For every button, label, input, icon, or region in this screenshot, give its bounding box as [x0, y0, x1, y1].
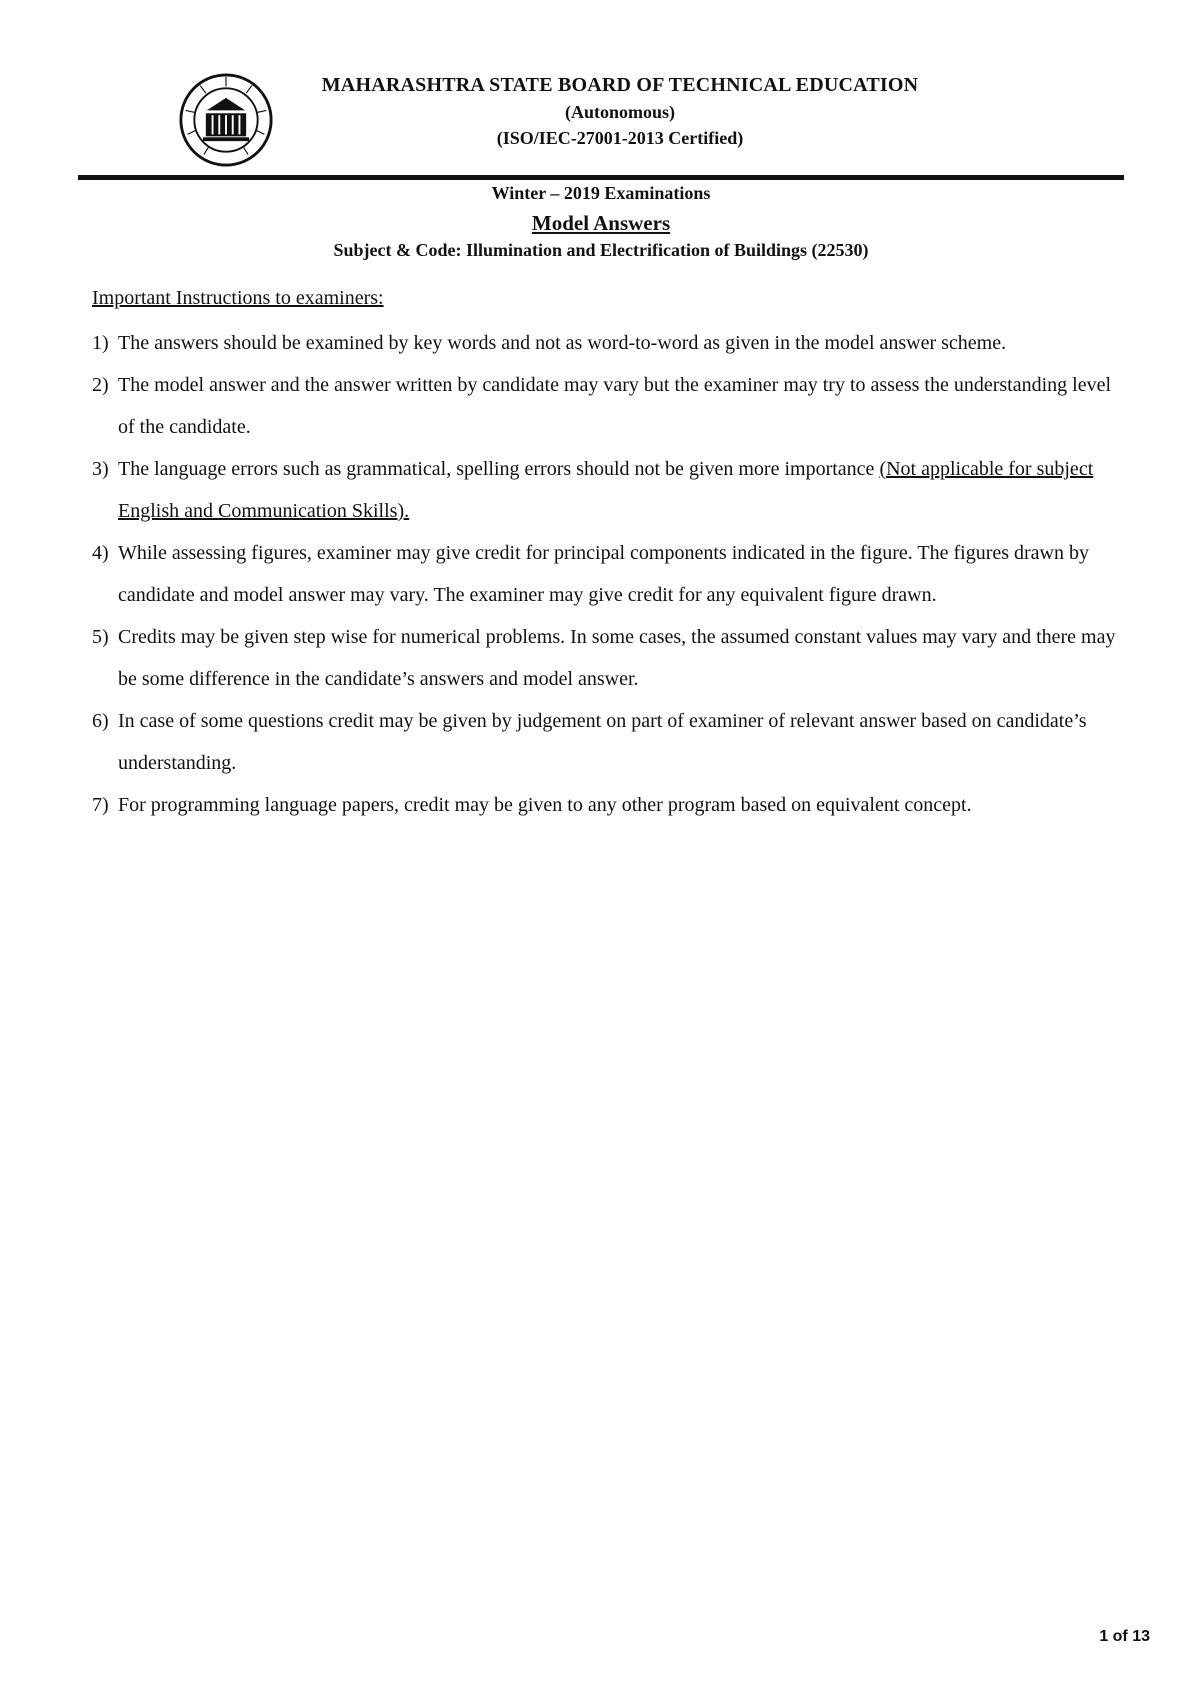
instruction-text: For programming language papers, credit may be given to any other program based on equivalent concept. [118, 794, 972, 816]
header-divider [78, 175, 1124, 180]
instruction-number: 6) [92, 710, 109, 732]
instruction-item [92, 784, 1132, 826]
page-number: 1 of 13 [1099, 1628, 1150, 1645]
instruction-item [92, 364, 1132, 448]
instructions-heading: Important Instructions to examiners: [92, 287, 384, 309]
instruction-item [92, 616, 1132, 700]
instruction-text: The language errors such as grammatical, spelling errors should not be given more importance [118, 458, 880, 480]
model-answers-title: Model Answers [531, 211, 671, 235]
org-subtitle-certification: (ISO/IEC-27001-2013 Certified) [496, 128, 744, 148]
instruction-number: 2) [92, 374, 109, 396]
instruction-text: In case of some questions credit may be given by judgement on part of examiner of relevant answer based on candidate’s understanding. [118, 710, 1087, 774]
instruction-number: 3) [92, 458, 109, 480]
instruction-text: Credits may be given step wise for numerical problems. In some cases, the assumed constant values may vary and there may be some difference in the candidate’s answers and model answer. [118, 626, 1116, 690]
instruction-exception-note: (Not applicable for subject English and Communication Skills). [118, 458, 1094, 522]
subject-code: Subject & Code: Illumination and Electrification of Buildings (22530) [333, 240, 869, 260]
exam-title: Winter – 2019 Examinations [491, 183, 711, 203]
msbte-seal-icon [178, 72, 274, 168]
instruction-item [92, 448, 1132, 532]
instruction-item [92, 700, 1132, 784]
instruction-number: 4) [92, 542, 109, 564]
instruction-number: 7) [92, 794, 109, 816]
instruction-text: While assessing figures, examiner may give credit for principal components indicated in the figure. The figures drawn by candidate and model answer may vary. The examiner may give credit for any equivalent figure drawn. [118, 542, 1089, 606]
org-subtitle-autonomous: (Autonomous) [564, 102, 675, 122]
instructions-list [92, 322, 1132, 826]
instruction-item [92, 532, 1132, 616]
org-name: MAHARASHTRA STATE BOARD OF TECHNICAL EDUCATION [321, 74, 919, 96]
instruction-text: The model answer and the answer written by candidate may vary but the examiner may try to assess the understanding level of the candidate. [118, 374, 1112, 438]
instruction-number: 5) [92, 626, 109, 648]
instruction-text: The answers should be examined by key words and not as word-to-word as given in the model answer scheme. [118, 332, 1007, 354]
instruction-item [92, 322, 1132, 364]
instruction-number: 1) [92, 332, 109, 354]
